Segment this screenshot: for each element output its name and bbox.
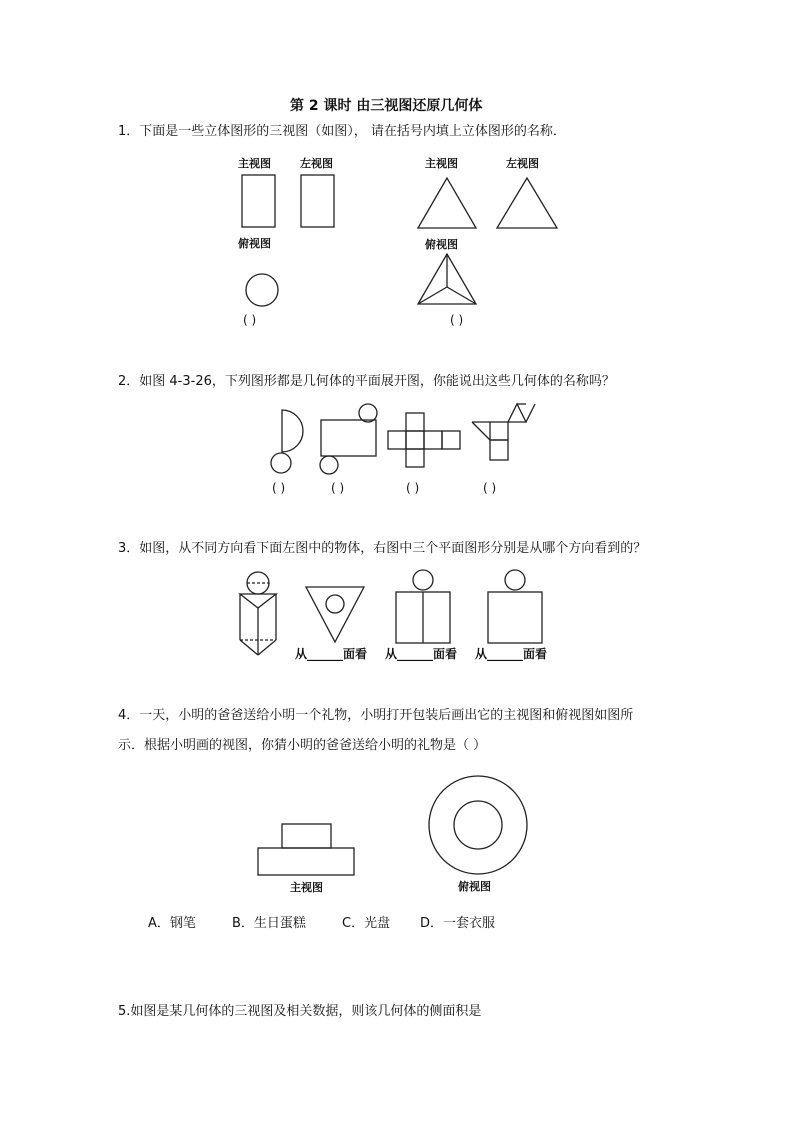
q1-left-top-label: 俯视图 — [238, 237, 271, 250]
q1-right-side-label: 左视图 — [506, 157, 539, 170]
question-3-text: 3．如图，从不同方向看下面左图中的物体，右图中三个平面图形分别是从哪个方向看到的？ — [118, 541, 647, 556]
q4-option-d: D．一套衣服 — [420, 916, 496, 931]
question-1-text: 1．下面是一些立体图形的三视图（如图）， 请在括号内填上立体图形的名称． — [118, 124, 566, 139]
question-4-text-line-1: 4．一天，小明的爸爸送给小明一个礼物，小明打开包装后画出它的主视图和俯视图如图所 — [118, 708, 634, 723]
q4-front-label: 主视图 — [290, 881, 323, 894]
question-5-text: 5.如图是某几何体的三视图及相关数据，则该几何体的侧面积是 — [118, 1004, 482, 1019]
page-title: 第 2 课时 由三视图还原几何体 — [290, 98, 483, 114]
q1-right-top-label: 俯视图 — [425, 238, 458, 251]
gift-top-outer-circle — [429, 776, 527, 874]
q4-option-c: C．光盘 — [342, 916, 391, 931]
q1-left-side-label: 左视图 — [300, 157, 333, 170]
q2-blank-1: ( ) — [272, 481, 286, 495]
q3-view-label-3: 从______面看 — [475, 647, 548, 661]
q4-option-b: B．生日蛋糕 — [232, 916, 306, 931]
q1-answer-blank-left: ( ) — [243, 313, 257, 327]
gift-front-top-rect — [282, 824, 331, 848]
q3-view-label-2: 从______面看 — [385, 647, 458, 661]
q2-blank-4: ( ) — [483, 481, 497, 495]
q4-option-a: A．钢笔 — [148, 916, 196, 931]
gift-front-bottom-rect — [258, 848, 354, 875]
q4-top-label: 俯视图 — [458, 880, 491, 893]
q3-view-label-1: 从______面看 — [295, 647, 368, 661]
gift-top-inner-circle — [454, 801, 502, 849]
q2-blank-2: ( ) — [331, 481, 345, 495]
question-2-text: 2．如图 4-3-26，下列图形都是几何体的平面展开图，你能说出这些几何体的名称吗？ — [118, 374, 615, 389]
q1-answer-blank-right: ( ) — [450, 313, 464, 327]
q1-right-front-label: 主视图 — [425, 157, 458, 170]
question-4-text-line-2: 示．根据小明画的视图，你猜小明的爸爸送给小明的礼物是（ ） — [118, 738, 487, 753]
q1-left-front-label: 主视图 — [238, 157, 271, 170]
q2-blank-3: ( ) — [406, 481, 420, 495]
